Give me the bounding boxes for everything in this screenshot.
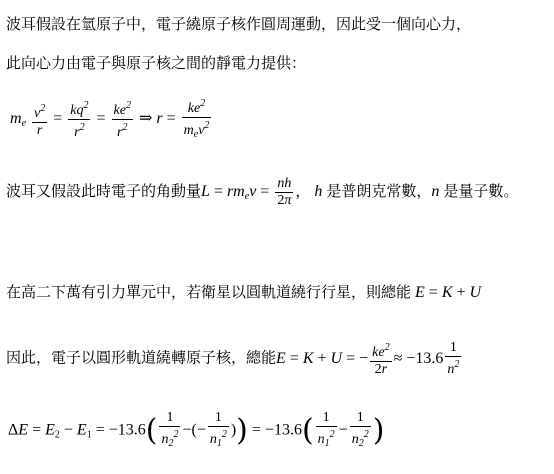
line3-h-text: 是普朗克常數， [326,182,432,201]
line5-text: 因此，電子以圓形軌道繞轉原子核，總能 [6,348,277,367]
paragraph-line-2: 此向心力由電子與原子核之間的靜電力提供： [6,54,307,72]
equation-energy-difference: $\Delta E = E_2 - E_1 = -13.6$( $\frac{1}{n_2^2}$ −(− $\frac{1}{n_1^2}$ )) = −13.6( $\frac{1}{n_1^2}$ − $\frac{1}{n_2^2}$ ) [8,410,385,449]
const-3: 13.6 [273,421,302,439]
equation-angular-momentum: $L = rm_ev$ = $\frac{nh}{2\pi}$ [201,176,292,208]
paragraph-line-3: 波耳又假設此時電子的角動量$L = rm_ev$ = $\frac{nh}{2\pi}$ ， h 是普朗克常數，n 是量子數。 [6,176,519,208]
const-1: 13.6 [415,349,444,367]
line3-prefix: 波耳又假設此時電子的角動量 [6,182,202,201]
line3-n-text: 是量子數。 [443,182,519,201]
paragraph-line-4: 在高二下萬有引力單元中，若衛星以圓軌道繞行行星，則總能 E = K + U [6,283,482,301]
equation-force-balance: $m_e$ $\frac{v^2}{r}$ = $\frac{kq^2}{r^2}$ = $\frac{ke^2}{r^2}$ ⇒ r = $\frac{ke^2}{m_ev^2}$ [10,98,210,140]
line3-mid: ， [295,182,311,201]
const-2: 13.6 [117,421,146,439]
paragraph-line-1: 波耳假設在氫原子中，電子繞原子核作圓周運動，因此受一個向心力， [6,15,472,33]
line4-text: 在高二下萬有引力單元中，若衛星以圓軌道繞行行星，則總能 [6,283,412,301]
paragraph-line-5: 因此，電子以圓形軌道繞轉原子核，總能E = K + U = − $\frac{ke^2}{2r}$ ≈ −13.6 $\frac{1}{n^2}$ [6,340,460,377]
